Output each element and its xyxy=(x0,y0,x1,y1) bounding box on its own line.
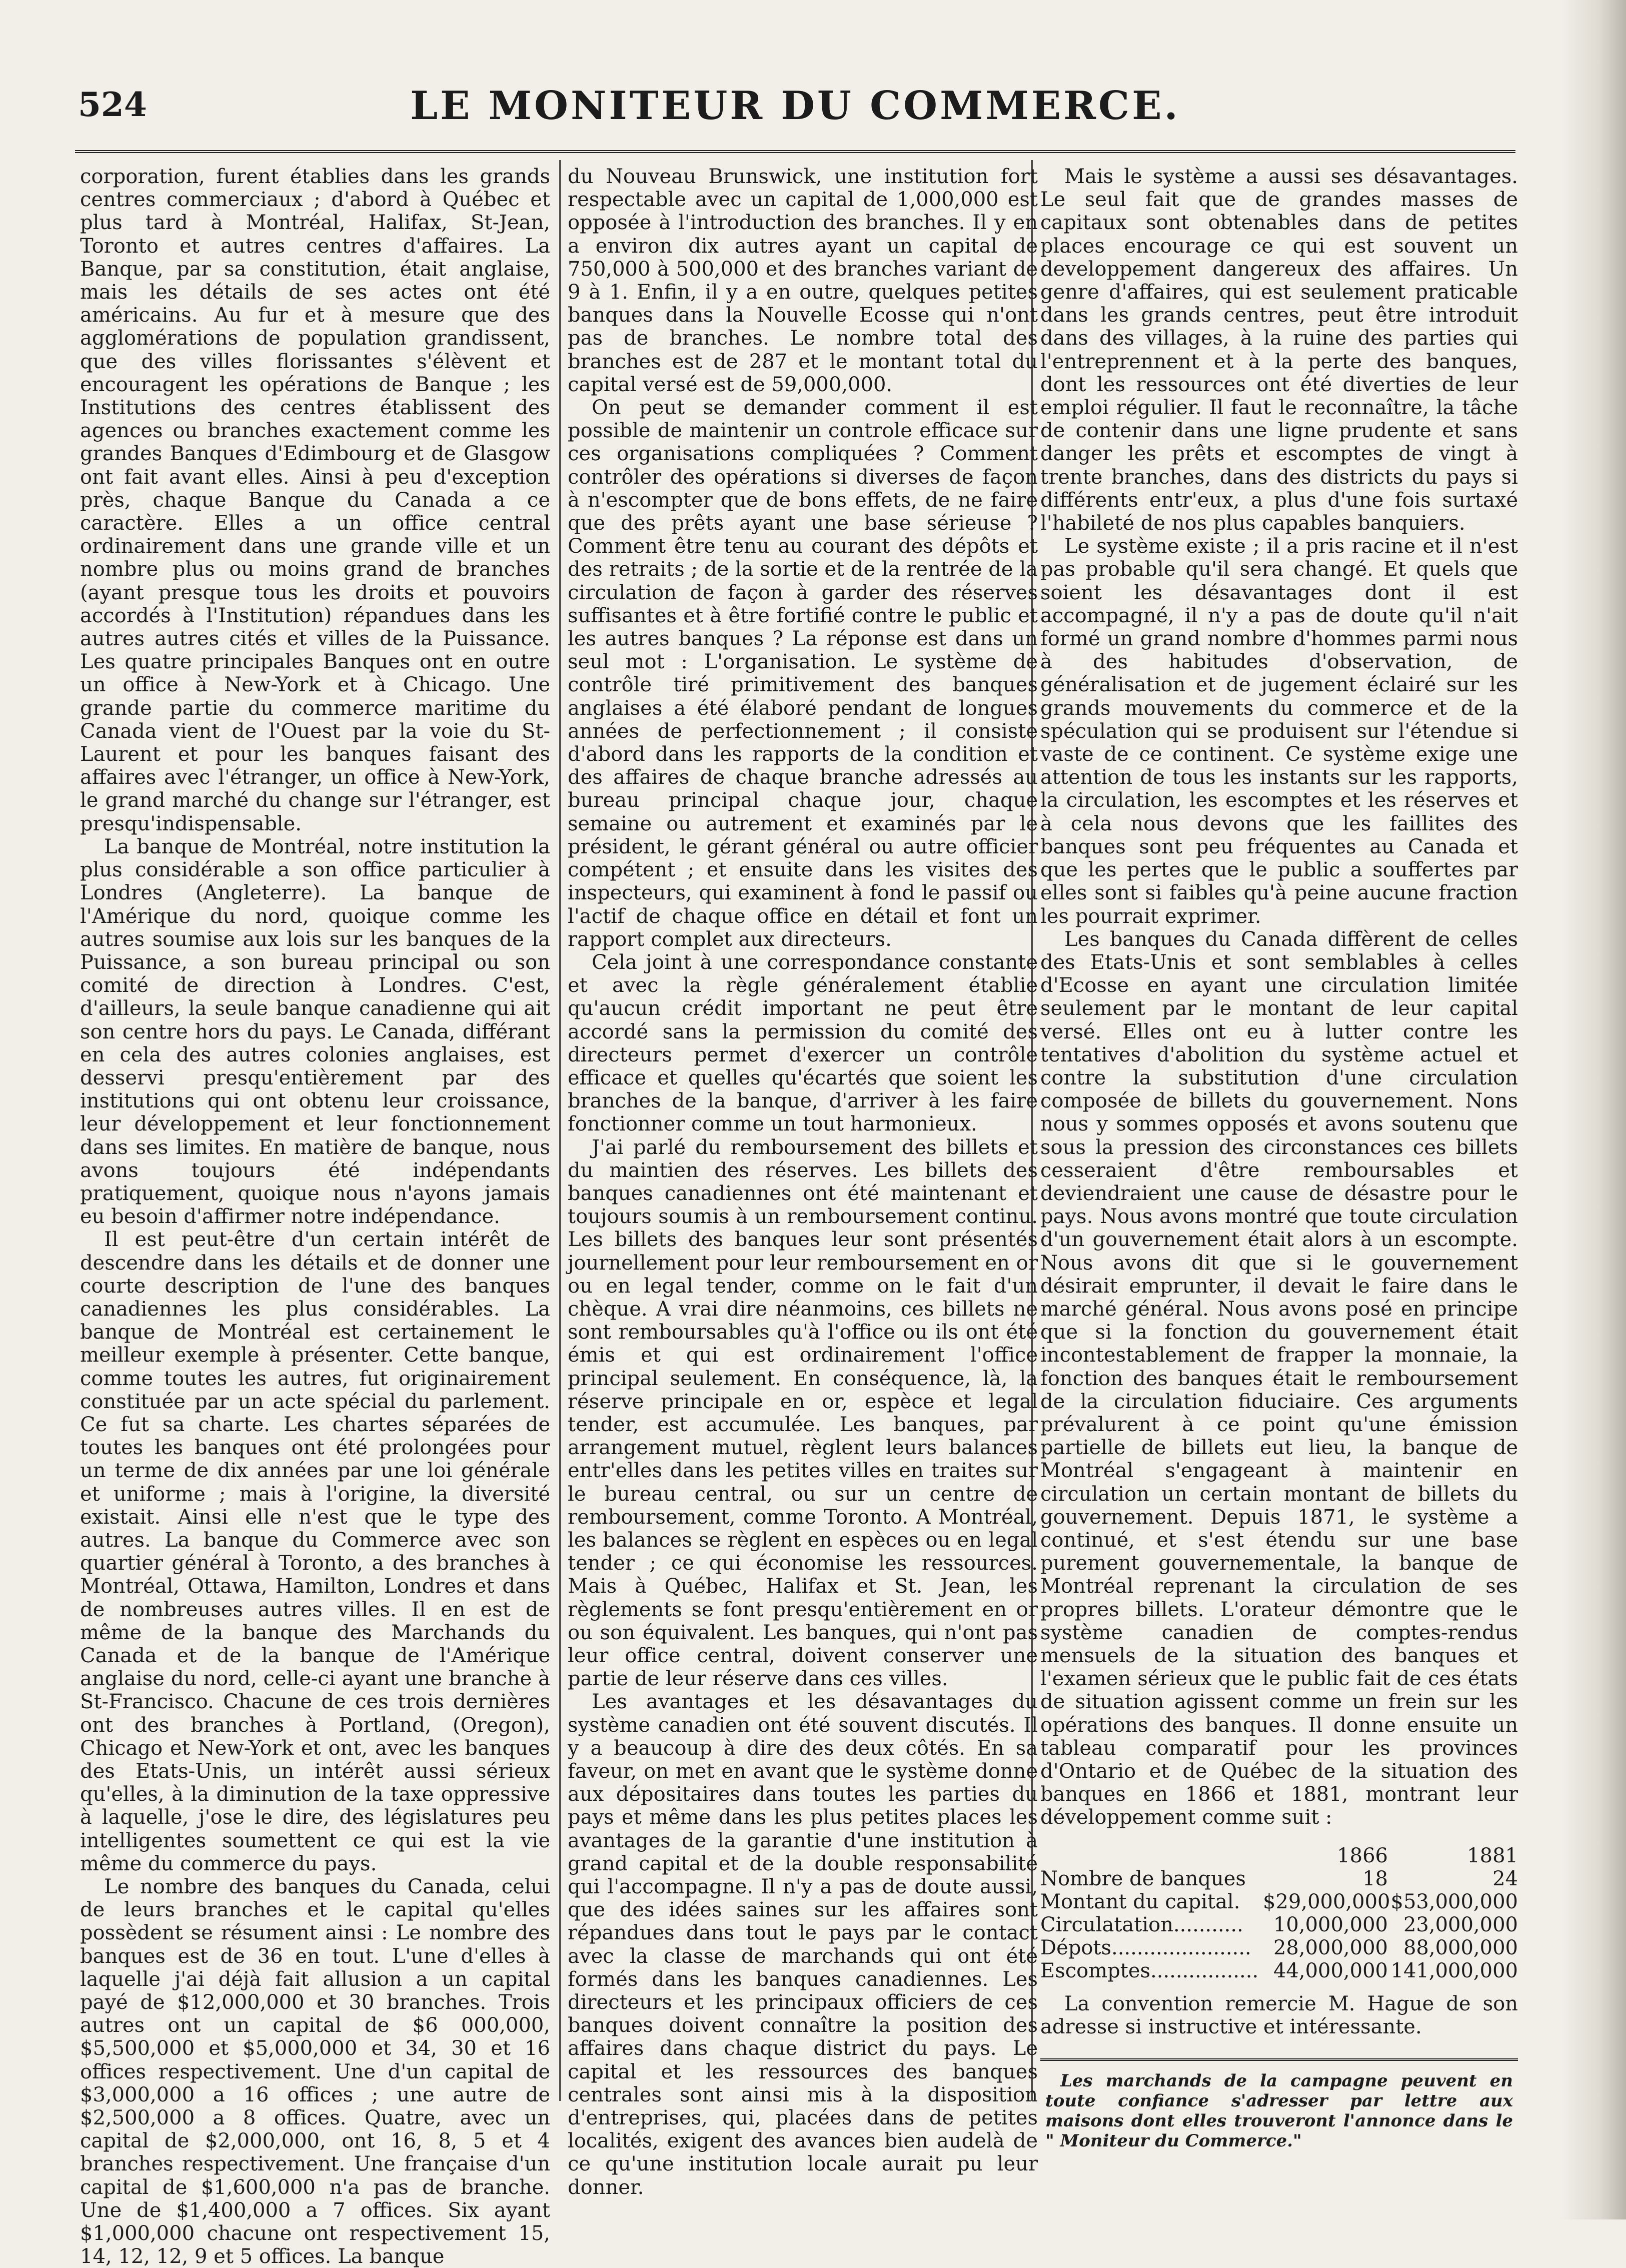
table-row xyxy=(1040,1936,1518,1959)
column-divider xyxy=(559,160,561,2101)
table-cell: $29,000,000 xyxy=(1263,1890,1390,1913)
paragraph: corporation, furent établies dans les grands centres commerciaux ; d'abord à Québec et plus tard à Montréal, Halifax, St-Jean, Toronto et autres centres d'affaires. La Banque, par sa constitution, était anglaise, mais les détails de ses actes ont été américains. Au fur et à mesure que des agglomérations de population grandissent, que des villes florissantes s'élèvent et encouragent les opérations de Banque ; les Institutions des centres établissent des agences ou branches exactement comme les grandes Banques d'Edimbourg et de Glasgow ont fait avant elles. Ainsi à peu d'exception près, chaque Banque du Canada a ce caractère. Elles a un office central ordinairement dans une grande ville et un nombre plus ou moins grand de branches (ayant presque tous les droits et pouvoirs accordés à l'Institution) répandues dans les autres autres cités et villes de la Puissance. Les quatre principales Banques ont en outre un office à New-York et à Chicago. Une grande partie du commerce maritime du Canada vient de l'Ouest par la voie du St-Laurent et pour les banques faisant des affaires avec l'étranger, un office à New-York, le grand marché du change sur l'étranger, est presqu'indispensable. xyxy=(80,165,550,835)
table-cell: 24 xyxy=(1492,1867,1518,1890)
table-row xyxy=(1040,1867,1518,1890)
paragraph: du Nouveau Brunswick, une institution fort respectable avec un capital de 1,000,000 est opposée à l'introduction des branches. Il y en a environ dix autres ayant un capital de 750,000 à 500,000 et des branches variant de 9 à 1. Enfin, il y a en outre, quelques petites banques dans la Nouvelle Ecosse qui n'ont pas de branches. Le nombre total des branches est de 287 et le montant total du capital versé est de 59,000,000. xyxy=(568,165,1038,396)
table-header-row xyxy=(1040,1844,1518,1867)
table-cell: 28,000,000 xyxy=(1273,1936,1388,1959)
notice-rule xyxy=(1040,2058,1518,2061)
page-number: 524 xyxy=(78,85,147,124)
table-header-cell: 1881 xyxy=(1467,1844,1518,1867)
paragraph: La convention remercie M. Hague de son adresse si instructive et intéressante. xyxy=(1040,1992,1518,2038)
paragraph: On peut se demander comment il est possible de maintenir un controle efficace sur ces organisations compliquées ? Comment contrôler des opérations si diverses de façon à n'escompter que de bons effets, de ne faire que des prêts ayant une base sérieuse ? Comment être tenu au courant des dépôts et des retraits ; de la sortie et de la rentrée de la circulation de façon à garder des réserves suffisantes et à être fortifié contre le public et les autres banques ? La réponse est dans un seul mot : L'organisation. Le système de contrôle tiré primitivement des banques anglaises a été élaboré pendant de longues années de perfectionnement ; il consiste d'abord dans les rapports de la condition et des affaires de chaque branche adressés au bureau principal chaque jour, chaque semaine ou autrement et examinés par le président, le gérant général ou autre officier compétent ; et ensuite dans les visites des inspecteurs, qui examinent à fond le passif ou l'actif de chaque office en détail et font un rapport complet aux directeurs. xyxy=(568,396,1038,951)
paragraph: Les banques du Canada diffèrent de celles des Etats-Unis et sont semblables à celles d'Ecosse en ayant une circulation limitée seulement par le montant de leur capital versé. Elles ont eu à lutter contre les tentatives d'abolition du système actuel et contre la substitution d'une circulation composée de billets du gouvernement. Nons nous y sommes opposés et avons soutenu que sous la pression des circonstances ces billets cesseraient d'être remboursables et deviendraient une cause de désastre pour le pays. Nous avons montré que toute circulation d'un gouvernement était alors à un escompte. Nous avons dit que si le gouvernement désirait emprunter, il devait le faire dans le marché général. Nous avons posé en principe que si la fonction du gouvernement était incontestablement de frapper la monnaie, la fonction des banques était le remboursement de la circulation fiduciaire. Ces arguments prévalurent à ce point qu'une émission partielle de billets eut lieu, la banque de Montréal s'engageant à maintenir en circulation un certain montant de billets du gouvernement. Depuis 1871, le système a continué, et s'est étendu sur une base purement gouvernementale, la banque de Montréal reprenant la circulation de ses propres billets. L'orateur démontre que le système canadien de comptes-rendus mensuels de la situation des banques et l'examen sérieux que le public fait de ces états de situation agissent comme un frein sur les opérations des banques. Il donne ensuite un tableau comparatif pour les provinces d'Ontario et de Québec de la situation des banques en 1866 et 1881, montrant leur développement comme suit : xyxy=(1040,927,1518,1829)
paragraph: Mais le système a aussi ses désavantages. Le seul fait que de grandes masses de capitaux sont obtenables dans de petites places encourage ce qui est souvent un developpement dangereux des affaires. Un genre d'affaires, qui est seulement praticable dans les grands centres, peut être introduit dans des villages, à la ruine des parties qui l'entreprennent et à la perte des banques, dont les ressources ont été diverties de leur emploi régulier. Il faut le reconnaître, la tâche de contenir dans une ligne prudente et sans danger les prêts et escomptes de vingt à trente branches, dans des districts du pays si différents entr'eux, a plus d'une fois surtaxé l'habileté de nos plus capables banquiers. xyxy=(1040,165,1518,535)
table-header-cell: 1866 xyxy=(1337,1844,1388,1867)
bank-comparison-table xyxy=(1040,1844,1518,1982)
paragraph: J'ai parlé du remboursement des billets et du maintien des réserves. Les billets des banques canadiennes ont été maintenant et toujours soumis à un remboursement continu. Les billets des banques leur sont présentés journellement pour leur remboursement en or ou en legal tender, comme on le fait d'un chèque. A vrai dire néanmoins, ces billets ne sont remboursables qu'à l'office ou ils ont été émis et qui est ordinairement l'office principal seulement. En conséquence, là, la réserve principale en or, espèce et legal tender, est accumulée. Les banques, par arrangement mutuel, règlent leurs balances entr'elles dans les petites villes en traites sur le bureau central, ou sur un centre de remboursement, comme Toronto. A Montréal, les balances se règlent en espèces ou en legal tender ; ce qui économise les ressources. Mais à Québec, Halifax et St. Jean, les règlements se font presqu'entièrement en or ou son équivalent. Les banques, qui n'ont pas leur office central, doivent conserver une partie de leur réserve dans ces villes. xyxy=(568,1136,1038,1691)
column-2 xyxy=(568,165,1038,2199)
column-3 xyxy=(1040,165,1518,2151)
paragraph: Cela joint à une correspondance constante et avec la règle généralement établie qu'aucun crédit important ne peut être accordé sans la permission du comité des directeurs permet d'exercer un contrôle efficace et quelles qu'écartés que soient les branches de la banque, d'arriver à les faire fonctionner comme un tout harmonieux. xyxy=(568,950,1038,1136)
table-cell: 141,000,000 xyxy=(1390,1959,1518,1982)
table-cell: 23,000,000 xyxy=(1403,1913,1518,1936)
table-cell: 18 xyxy=(1362,1867,1388,1890)
table-row xyxy=(1040,1913,1518,1936)
column-1 xyxy=(80,165,550,2268)
table-cell: 88,000,000 xyxy=(1403,1936,1518,1959)
table-cell: $53,000,000 xyxy=(1390,1890,1518,1913)
table-cell: Nombre de banques xyxy=(1040,1867,1246,1890)
table-cell: Dépots...................... xyxy=(1040,1936,1251,1959)
page-header xyxy=(75,80,1515,145)
paragraph: Le nombre des banques du Canada, celui de leurs branches et le capital qu'elles possèdent se résument ainsi : Le nombre des banques est de 36 en tout. L'une d'elles à laquelle j'ai déjà fait allusion a un capital payé de $12,000,000 et 30 branches. Trois autres ont un capital de $6 000,000, $5,500,000 et $5,000,000 et 34, 30 et 16 offices respectivement. Une d'un capital de $3,000,000 a 16 offices ; une autre de $2,500,000 a 8 offices. Quatre, avec un capital de $2,000,000, ont 16, 8, 5 et 4 branches respectivement. Une française d'un capital de $1,600,000 n'a pas de branche. Une de $1,400,000 a 7 offices. Six ayant $1,000,000 chacune ont respectivement 15, 14, 12, 12, 9 et 5 offices. La banque xyxy=(80,1875,550,2268)
page-edge-shadow xyxy=(1561,0,1626,2219)
table-cell: 44,000,000 xyxy=(1273,1959,1388,1982)
table-row xyxy=(1040,1890,1518,1913)
table-cell: Circulatation........... xyxy=(1040,1913,1243,1936)
paragraph: Les avantages et les désavantages du système canadien ont été souvent discutés. Il y a beaucoup à dire des deux côtés. En sa faveur, on met en avant que le système donne aux dépositaires dans toutes les parties du pays et même dans les plus petites places les avantages de la garantie d'une institution à grand capital et de la double responsabilité qui l'accompagne. Il n'y a pas de doute aussi, que des idées saines sur les affaires sont répandues dans tout le pays par le contact avec la classe de marchands qui ont été formés dans les banques canadiennes. Les directeurs et les principaux officiers de ces banques doivent connaître la position des affaires dans chaque district du pays. Le capital et les ressources des banques centrales sont ainsi mis à la disposition d'entreprises, qui, placées dans de petites localités, exigent des avances bien audelà de ce qu'une institution locale aurait pu leur donner. xyxy=(568,1690,1038,2199)
paragraph: Il est peut-être d'un certain intérêt de descendre dans les détails et de donner une courte description de l'une des banques canadiennes les plus considérables. La banque de Montréal est certainement le meilleur exemple à présenter. Cette banque, comme toutes les autres, fut originairement constituée par un acte spécial du parlement. Ce fut sa charte. Les chartes séparées de toutes les banques ont été prolongées pour un terme de dix années par une loi générale et uniforme ; mais à l'origine, la diversité existait. Ainsi elle n'est que le type des autres. La banque du Commerce avec son quartier général à Toronto, a des branches à Montréal, Ottawa, Hamilton, Londres et dans de nombreuses autres villes. Il en est de même de la banque des Marchands du Canada et de la banque de l'Amérique anglaise du nord, celle-ci ayant une branche à St-Francisco. Chacune de ces trois dernières ont des branches à Portland, (Oregon), Chicago et New-York et ont, avec les banques des Etats-Unis, un intérêt aussi sérieux qu'elles, à la diminution de la taxe oppressive à laquelle, j'ose le dire, des législatures peu intelligentes soumettent ce qui est la vie même du commerce du pays. xyxy=(80,1228,550,1875)
masthead-title: LE MONITEUR DU COMMERCE. xyxy=(410,83,1180,129)
table-cell: 10,000,000 xyxy=(1273,1913,1388,1936)
advertising-notice: Les marchands de la campagne peuvent en toute confiance s'adresser par lettre aux maisons dont elles trouveront l'annonce dans le " Moniteur du Commerce." xyxy=(1045,2071,1513,2151)
paragraph: La banque de Montréal, notre institution la plus considérable a son office particulier à Londres (Angleterre). La banque de l'Amérique du nord, quoique comme les autres soumise aux lois sur les banques de la Puissance, a son bureau principal ou son comité de direction à Londres. C'est, d'ailleurs, la seule banque canadienne qui ait son centre hors du pays. Le Canada, différant en cela des autres colonies anglaises, est desservi presqu'entièrement par des institutions qui ont obtenu leur croissance, leur développement et leur fonctionnement dans ses limites. En matière de banque, nous avons toujours été indépendants pratiquement, quoique nous n'ayons jamais eu besoin d'affirmer notre indépendance. xyxy=(80,835,550,1229)
table-row xyxy=(1040,1959,1518,1982)
header-rule xyxy=(75,150,1515,153)
table-header-cell xyxy=(1040,1844,1263,1867)
table-cell: Montant du capital. xyxy=(1040,1890,1240,1913)
paragraph: Le système existe ; il a pris racine et il n'est pas probable qu'il sera changé. Et quels que soient les désavantages dont il est accompagné, il n'y a pas de doute qu'il n'ait formé un grand nombre d'hommes parmi nous à des habitudes d'observation, de généralisation et de jugement éclairé sur les grands mouvements du commerce et de la spéculation qui se produisent sur l'étendue si vaste de ce continent. Ce système exige une attention de tous les instants sur les rapports, la circulation, les escomptes et les réserves et à cela nous devons que les faillites des banques sont peu fréquentes au Canada et que les pertes que le public a souffertes par elles sont si faibles qu'à peine aucune fraction les pourrait exprimer. xyxy=(1040,535,1518,928)
table-cell: Escomptes................. xyxy=(1040,1959,1259,1982)
